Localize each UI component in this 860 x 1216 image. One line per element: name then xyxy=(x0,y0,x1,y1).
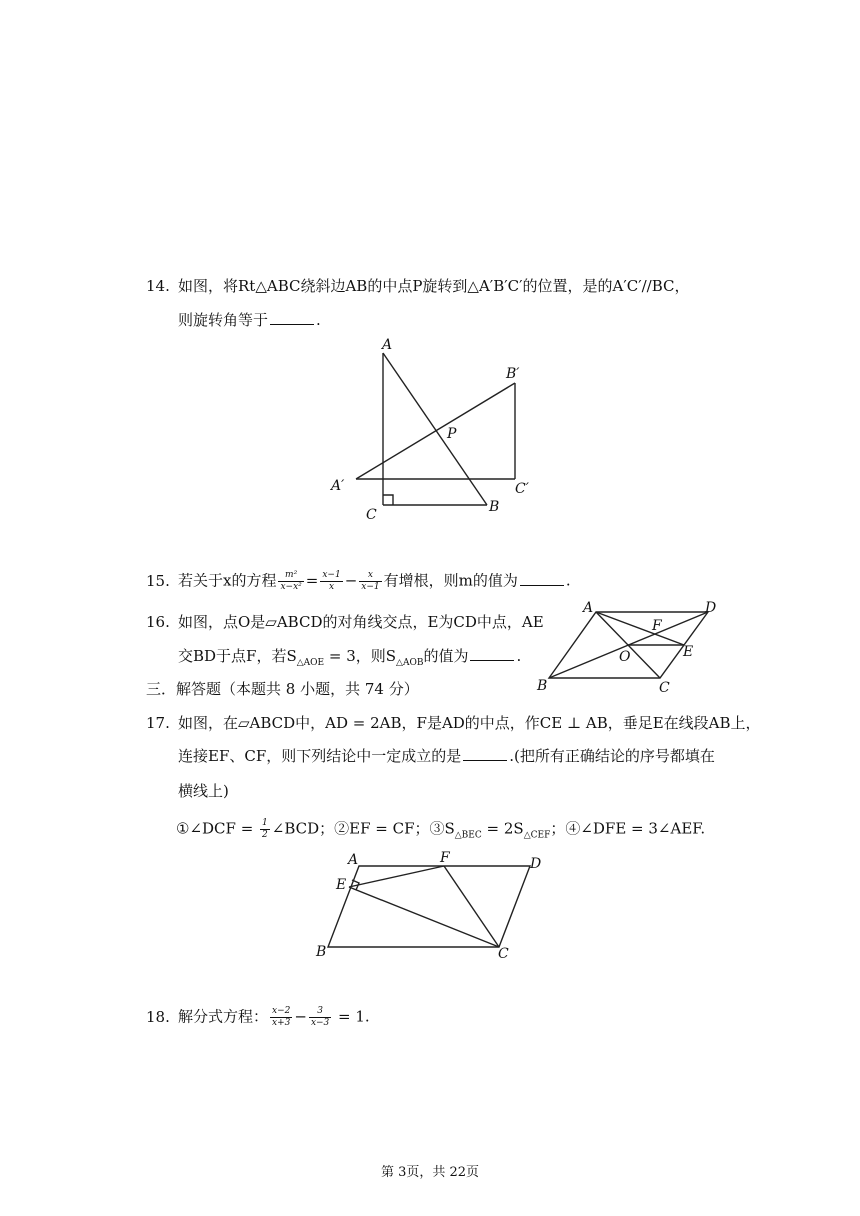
q14-label-C: C xyxy=(366,507,377,523)
q17-text2b: .(把所有正确结论的序号都填在 xyxy=(509,747,715,765)
q18-number: 18. xyxy=(146,1007,170,1026)
q17-label-F: F xyxy=(440,850,450,866)
q16-text2a: 交BD于点F，若S xyxy=(178,647,297,665)
q16-label-A: A xyxy=(583,600,594,616)
q18-text-pre: 解分式方程： xyxy=(178,1007,269,1026)
q17-line3: 横线上) xyxy=(178,782,229,800)
q16-label-O: O xyxy=(619,649,631,665)
q14-text2: 则旋转角等于 xyxy=(178,311,269,329)
q15-fraction-2: $\frac{x-1}{x}$ xyxy=(322,570,341,592)
q15-number: 15. xyxy=(146,571,170,590)
q17-text: 如图，在▱ABCD中，AD = 2AB，F是AD的中点，作CE ⊥ AB，垂足E在线段AB上， xyxy=(178,714,761,732)
q17-half-fraction: $\frac{1}{2}$ xyxy=(262,818,268,840)
q16-sub-aob: △AOB xyxy=(396,658,424,668)
q17-label-B: B xyxy=(316,944,327,960)
q15-period: . xyxy=(565,571,571,590)
q17-number: 17. xyxy=(146,714,170,732)
q17-text2a: 连接EF、CF，则下列结论中一定成立的是 xyxy=(178,747,462,765)
q14-period: . xyxy=(316,311,321,329)
q17-segment-EC xyxy=(349,887,499,947)
q14-number: 14. xyxy=(146,277,170,295)
q16-text2b: = 3，则S xyxy=(324,647,397,665)
q17-parallelogram xyxy=(328,866,530,947)
q16-number: 16. xyxy=(146,613,170,631)
q15-minus: − xyxy=(344,571,358,590)
q14-text: 如图，将Rt△ABC绕斜边AB的中点P旋转到△A′B′C′的位置，是的A′C′//BC， xyxy=(178,277,690,295)
q15-fraction-3: $\frac{x}{x-1}$ xyxy=(361,570,380,592)
q16-label-D: D xyxy=(705,600,717,616)
q17-segment-FC xyxy=(444,866,499,947)
q16-label-E: E xyxy=(683,644,694,660)
q15-equals: = xyxy=(305,571,319,590)
q15-text-post: 有增根，则m的值为 xyxy=(383,571,518,590)
q17-opt4: ；④∠DFE = 3∠AEF. xyxy=(550,819,706,838)
q14-label-A-prime: A′ xyxy=(331,478,345,494)
q18-minus: − xyxy=(294,1007,307,1026)
q17-opt3b: = 2S xyxy=(481,819,524,838)
q17-label-A: A xyxy=(348,852,359,868)
q16-text2c: 的值为 xyxy=(423,647,469,665)
q16-label-B: B xyxy=(537,678,548,694)
q18-fraction-1: $\frac{x-2}{x+3}$ xyxy=(272,1006,291,1028)
section-3-heading: 三．解答题（本题共 8 小题，共 74 分） xyxy=(146,680,419,698)
q17-label-E: E xyxy=(336,877,347,893)
q14-label-P: P xyxy=(447,426,457,442)
q17-opt1b: ∠BCD；②EF = CF；③S xyxy=(271,819,455,838)
q17-segment-EF xyxy=(349,866,444,887)
q15-fraction-1: $\frac{\text{m²}}{\text{x−x²}}$ xyxy=(280,570,302,592)
q17-label-C: C xyxy=(498,946,509,962)
q16-label-C: C xyxy=(659,680,670,696)
q16-period: . xyxy=(516,647,522,665)
q14-label-C-prime: C′ xyxy=(515,481,529,497)
q16-sub-aoe: △AOE xyxy=(296,658,325,668)
q16-text: 如图，点O是▱ABCD的对角线交点，E为CD中点，AE xyxy=(178,613,544,631)
q14-label-B: B xyxy=(489,499,500,515)
q17-sub-cef: △CEF xyxy=(523,830,551,841)
q17-label-D: D xyxy=(530,856,542,872)
q18-text-post: = 1. xyxy=(333,1007,370,1026)
q17-opt1a: ①∠DCF = xyxy=(176,819,259,838)
q17-sub-bec: △BEC xyxy=(454,830,482,841)
page-footer: 第 3页，共 22页 xyxy=(380,1165,480,1180)
q15-text-pre: 若关于x的方程 xyxy=(178,571,277,590)
q18-line xyxy=(146,1006,370,1029)
q14-label-A: A xyxy=(382,337,393,353)
q16-label-F: F xyxy=(652,618,662,634)
q14-label-B-prime: B′ xyxy=(506,366,520,382)
q18-fraction-2: $\frac{3}{x-3}$ xyxy=(310,1006,330,1028)
